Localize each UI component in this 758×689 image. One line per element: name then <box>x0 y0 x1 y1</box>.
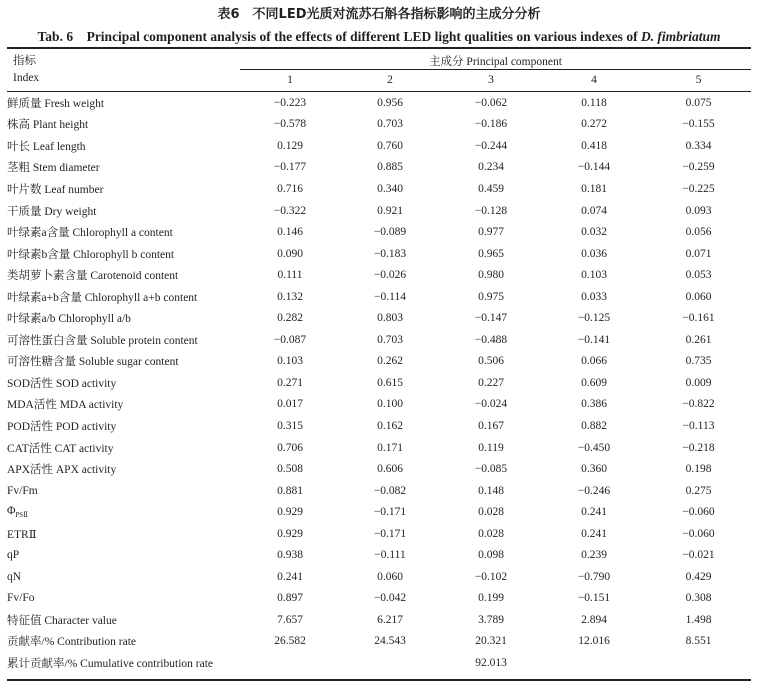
cell-pc2 <box>340 652 440 674</box>
row-label <box>7 307 240 329</box>
cell-pc4: 0.032 <box>581 226 607 239</box>
cell-pc3: −0.244 <box>474 139 508 152</box>
row-label-text: 干质量 Dry weight <box>7 205 97 218</box>
cell-pc5: −0.060 <box>682 506 715 519</box>
table-row <box>7 415 751 437</box>
row-label-text: 叶绿素a+b含量 Chlorophyll a+b content <box>7 291 198 304</box>
cell-pc1: 0.146 <box>277 226 303 239</box>
table-row <box>7 566 751 588</box>
table-row <box>7 523 751 545</box>
cell-pc2: −0.026 <box>373 269 407 282</box>
table-title-english-text: Tab. 6 Principal component analysis of the effects of different LED light qualities on various indexes of <box>37 29 641 44</box>
table-row <box>7 92 751 114</box>
table-row <box>7 264 751 286</box>
row-label <box>7 221 240 243</box>
cell-pc1: 7.657 <box>277 613 303 626</box>
row-label-text: 叶绿素a含量 Chlorophyll a content <box>7 227 173 240</box>
cell-pc2: 0.885 <box>377 161 403 174</box>
cell-pc5: −0.113 <box>682 419 715 432</box>
row-label-subscript: PSⅡ <box>15 511 28 520</box>
cell-pc4: 0.241 <box>581 527 607 540</box>
cell-pc4: 0.272 <box>581 118 607 131</box>
cell-pc4: 2.894 <box>581 613 607 626</box>
cell-pc2: 0.803 <box>377 312 403 325</box>
cell-pc2: 24.543 <box>374 635 406 648</box>
cell-pc4: −0.125 <box>577 312 611 325</box>
row-label <box>7 437 240 459</box>
row-label <box>7 135 240 157</box>
row-label-text: 株高 Plant height <box>7 119 89 132</box>
cell-pc3: 0.148 <box>478 484 504 497</box>
cell-pc3: −0.186 <box>474 118 508 131</box>
cell-pc3: −0.488 <box>474 333 508 346</box>
cell-pc4: 0.882 <box>581 419 607 432</box>
cell-pc5: −0.259 <box>682 161 715 174</box>
cell-pc1: 0.271 <box>277 376 303 389</box>
cell-pc4: 0.033 <box>581 290 607 303</box>
row-label-text: SOD活性 SOD activity <box>7 377 117 390</box>
cell-pc5: −0.021 <box>682 549 715 562</box>
cell-pc2: 0.340 <box>377 182 403 195</box>
cell-pc1: 0.090 <box>277 247 303 260</box>
row-label <box>7 523 240 545</box>
row-label-text: 叶片数 Leaf number <box>7 183 104 196</box>
table-row <box>7 135 751 157</box>
cell-pc5: 0.334 <box>685 139 712 152</box>
cell-pc2: 0.921 <box>377 204 403 217</box>
cell-pc2: −0.082 <box>373 484 407 497</box>
cell-pc1: 0.132 <box>277 290 303 303</box>
top-rule <box>7 47 751 49</box>
row-label-text: APX活性 APX activity <box>7 464 117 477</box>
cell-pc5: −0.218 <box>682 441 715 454</box>
table-row <box>7 286 751 308</box>
cell-pc1: −0.087 <box>273 333 307 346</box>
cell-pc5: 8.551 <box>685 635 712 648</box>
cell-pc5: −0.822 <box>682 398 715 411</box>
row-label-text: 可溶性糖含量 Soluble sugar content <box>7 356 179 369</box>
cell-pc1: 0.282 <box>277 312 303 325</box>
cell-pc5: 0.009 <box>685 376 712 389</box>
cell-pc1: 0.241 <box>277 570 303 583</box>
cell-pc1: −0.177 <box>273 161 307 174</box>
column-header-1: 1 <box>287 74 293 86</box>
cell-pc2: −0.042 <box>373 592 407 605</box>
cell-pc2: 6.217 <box>377 613 403 626</box>
cell-pc1: 0.103 <box>277 355 303 368</box>
cell-pc5: 0.275 <box>685 484 712 497</box>
cell-pc1: 0.929 <box>277 506 303 519</box>
row-label-text: ETRⅡ <box>7 528 37 541</box>
row-label-text: 类胡萝卜素含量 Carotenoid content <box>7 270 179 283</box>
table-row <box>7 458 751 480</box>
row-label-text: qP <box>7 549 20 562</box>
table-row <box>7 544 751 566</box>
cell-pc2: 0.703 <box>377 333 403 346</box>
cell-pc1: 0.938 <box>277 549 303 562</box>
row-label-text: 可溶性蛋白含量 Soluble protein content <box>7 334 198 347</box>
cell-pc4: 0.066 <box>581 355 607 368</box>
cell-pc4: −0.151 <box>577 592 611 605</box>
cell-pc3: 0.506 <box>478 355 504 368</box>
table-body <box>7 92 751 674</box>
table-row <box>7 351 751 373</box>
row-label-text: Φ <box>7 505 16 518</box>
row-label <box>7 372 240 394</box>
row-label-text: POD活性 POD activity <box>7 420 117 433</box>
cell-pc2: −0.111 <box>374 549 406 562</box>
cell-pc2: 0.060 <box>377 570 403 583</box>
row-label-text: 叶长 Leaf length <box>7 140 86 153</box>
row-label <box>7 631 240 653</box>
cell-pc5: 0.053 <box>685 269 712 282</box>
cell-pc2: −0.171 <box>373 506 407 519</box>
pca-table <box>7 92 751 674</box>
cell-pc5: 0.056 <box>685 226 712 239</box>
cell-pc3: 0.975 <box>478 290 504 303</box>
cell-pc3: 0.459 <box>478 182 504 195</box>
table-row <box>7 394 751 416</box>
species-name: D. fimbriatum <box>640 29 721 44</box>
row-label <box>7 458 240 480</box>
cell-pc4: 0.036 <box>581 247 607 260</box>
row-label-text: 贡献率/% Contribution rate <box>7 636 137 649</box>
cell-pc2: −0.171 <box>373 527 407 540</box>
table-row <box>7 329 751 351</box>
cell-pc2: −0.114 <box>374 290 406 303</box>
row-label <box>7 588 240 610</box>
cell-pc1: 0.111 <box>277 269 303 282</box>
cell-pc1: 0.017 <box>277 398 303 411</box>
row-label-text: 特征值 Character value <box>7 614 117 627</box>
cell-pc1: 0.881 <box>277 484 303 497</box>
cell-pc1: 0.929 <box>277 527 303 540</box>
cell-pc3: 0.965 <box>478 247 504 260</box>
table-row <box>7 652 751 674</box>
cell-pc5: 0.060 <box>685 290 712 303</box>
row-label <box>7 92 240 114</box>
cell-pc3: −0.062 <box>474 96 508 109</box>
table-row <box>7 501 751 523</box>
cell-pc5: 1.498 <box>685 613 712 626</box>
cell-pc2: 0.171 <box>377 441 403 454</box>
table-row <box>7 609 751 631</box>
cell-pc2: 0.760 <box>377 139 403 152</box>
cell-pc1: 26.582 <box>274 635 306 648</box>
row-label <box>7 501 240 523</box>
row-label <box>7 351 240 373</box>
table-row <box>7 631 751 653</box>
table-row <box>7 178 751 200</box>
cell-pc3: 0.227 <box>478 376 504 389</box>
table-row <box>7 372 751 394</box>
column-header-3: 3 <box>488 74 494 86</box>
cell-pc1: 0.508 <box>277 463 303 476</box>
table-row <box>7 480 751 502</box>
cell-pc3: 0.119 <box>478 441 504 454</box>
cell-pc1: −0.223 <box>273 96 307 109</box>
table-row <box>7 437 751 459</box>
cell-pc5: 0.075 <box>685 96 712 109</box>
cell-pc5: 0.735 <box>685 355 712 368</box>
cell-pc3: 0.167 <box>478 419 504 432</box>
table-row <box>7 200 751 222</box>
cell-pc1: −0.322 <box>273 204 307 217</box>
row-label-text: 累计贡献率/% Cumulative contribution rate <box>7 657 214 670</box>
row-label <box>7 480 240 502</box>
cell-pc3: 0.199 <box>478 592 504 605</box>
row-label <box>7 415 240 437</box>
cell-pc5: 0.261 <box>685 333 712 346</box>
cell-pc4: −0.141 <box>577 333 611 346</box>
cell-pc2: 0.956 <box>377 96 403 109</box>
cell-pc3: 0.028 <box>478 527 504 540</box>
cell-pc5: −0.225 <box>682 182 715 195</box>
cell-pc2: 0.703 <box>377 118 403 131</box>
row-label-text: 鲜质量 Fresh weight <box>7 97 105 110</box>
cell-pc4: 0.386 <box>581 398 607 411</box>
cell-pc3: −0.085 <box>474 463 508 476</box>
cell-pc3: −0.102 <box>474 570 508 583</box>
cell-pc2: 0.100 <box>377 398 403 411</box>
column-header-4: 4 <box>591 74 597 86</box>
cell-pc4: 0.609 <box>581 376 607 389</box>
cell-pc2: 0.262 <box>377 355 403 368</box>
cell-pc5 <box>646 652 751 674</box>
cell-pc4: −0.450 <box>577 441 611 454</box>
cell-pc4: 0.118 <box>581 96 607 109</box>
cell-pc2: 0.162 <box>377 419 403 432</box>
table-row <box>7 157 751 179</box>
cell-pc4: 0.239 <box>581 549 607 562</box>
row-label <box>7 329 240 351</box>
row-label-text: 叶绿素a/b Chlorophyll a/b <box>7 313 131 326</box>
index-header-cn: 指标 <box>13 55 36 67</box>
row-label-text: Fv/Fo <box>7 592 35 605</box>
row-label <box>7 178 240 200</box>
row-label-text: MDA活性 MDA activity <box>7 399 124 412</box>
index-header-en: Index <box>13 72 40 84</box>
cell-pc3: 92.013 <box>475 656 507 669</box>
cell-pc5: −0.155 <box>682 118 715 131</box>
table-title-english <box>0 25 758 45</box>
row-label <box>7 264 240 286</box>
row-label-text: CAT活性 CAT activity <box>7 442 114 455</box>
row-label <box>7 200 240 222</box>
cell-pc5: 0.198 <box>685 463 712 476</box>
cell-pc2: −0.089 <box>373 226 407 239</box>
cell-pc4: 0.360 <box>581 463 607 476</box>
cell-pc4: −0.246 <box>577 484 611 497</box>
cell-pc2: 0.615 <box>377 376 403 389</box>
row-label-text: Fv/Fm <box>7 484 38 497</box>
cell-pc5: 0.093 <box>685 204 712 217</box>
row-label <box>7 652 240 674</box>
cell-pc2: 0.606 <box>377 463 403 476</box>
column-header-5: 5 <box>695 74 702 86</box>
cell-pc5: 0.429 <box>685 570 712 583</box>
row-label-text: 茎粗 Stem diameter <box>7 162 100 175</box>
cell-pc1: −0.578 <box>273 118 307 131</box>
cell-pc4: −0.790 <box>577 570 611 583</box>
row-label <box>7 394 240 416</box>
cell-pc3: −0.128 <box>474 204 508 217</box>
table-row <box>7 114 751 136</box>
cell-pc5: −0.161 <box>682 312 715 325</box>
row-label <box>7 243 240 265</box>
cell-pc3: 0.980 <box>478 269 504 282</box>
table-row <box>7 307 751 329</box>
cell-pc1: 0.716 <box>277 182 303 195</box>
cell-pc1: 0.706 <box>277 441 303 454</box>
cell-pc3: 0.098 <box>478 549 504 562</box>
row-label-text: 叶绿素b含量 Chlorophyll b content <box>7 248 175 261</box>
cell-pc3: 0.977 <box>478 226 504 239</box>
header-sub-rule <box>240 69 751 70</box>
cell-pc4: 0.103 <box>581 269 607 282</box>
row-label <box>7 114 240 136</box>
table-row <box>7 221 751 243</box>
cell-pc1: 0.129 <box>277 139 303 152</box>
principal-component-header: 主成分 Principal component <box>429 56 562 68</box>
cell-pc5: 0.308 <box>685 592 712 605</box>
cell-pc4: 0.074 <box>581 204 607 217</box>
cell-pc4 <box>542 652 646 674</box>
row-label <box>7 544 240 566</box>
cell-pc5: −0.060 <box>682 527 715 540</box>
cell-pc5: 0.071 <box>685 247 712 260</box>
cell-pc4: 0.181 <box>581 182 607 195</box>
row-label <box>7 566 240 588</box>
cell-pc3: 20.321 <box>475 635 507 648</box>
cell-pc2: −0.183 <box>373 247 407 260</box>
bottom-rule <box>7 679 751 681</box>
table-row <box>7 243 751 265</box>
cell-pc4: −0.144 <box>577 161 611 174</box>
cell-pc1: 0.315 <box>277 419 303 432</box>
table-row <box>7 588 751 610</box>
row-label <box>7 609 240 631</box>
row-label <box>7 157 240 179</box>
table-title-chinese: 表6 不同LED光质对流苏石斛各指标影响的主成分分析 <box>217 7 541 22</box>
cell-pc1 <box>240 652 340 674</box>
cell-pc3: −0.024 <box>474 398 508 411</box>
cell-pc3: −0.147 <box>474 312 508 325</box>
cell-pc3: 0.028 <box>478 506 504 519</box>
cell-pc4: 0.241 <box>581 506 607 519</box>
cell-pc1: 0.897 <box>277 592 303 605</box>
cell-pc3: 0.234 <box>478 161 504 174</box>
cell-pc4: 12.016 <box>578 635 610 648</box>
cell-pc3: 3.789 <box>478 613 504 626</box>
column-header-2: 2 <box>387 74 393 86</box>
cell-pc4: 0.418 <box>581 139 607 152</box>
row-label-text: qN <box>7 570 22 583</box>
row-label <box>7 286 240 308</box>
